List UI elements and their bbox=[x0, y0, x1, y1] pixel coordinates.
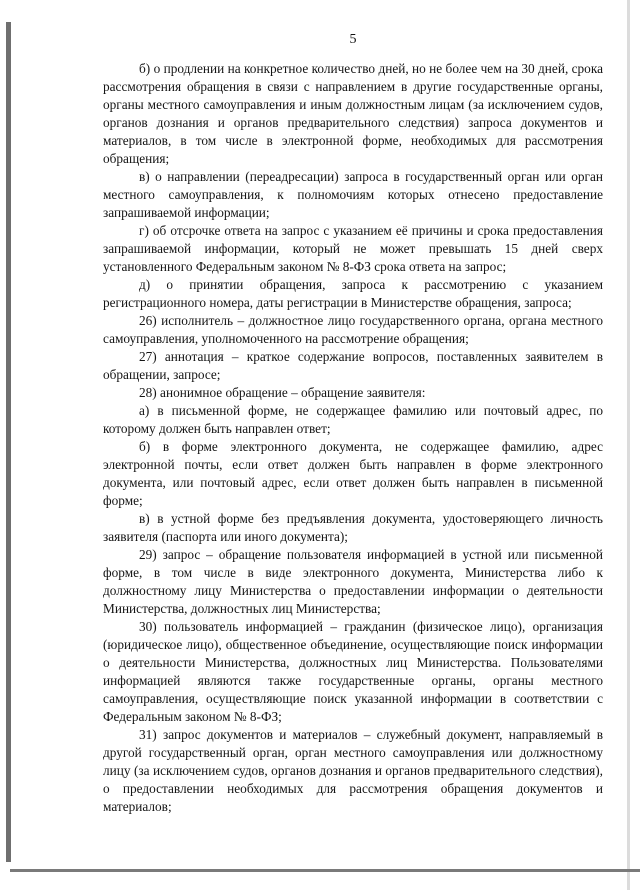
document-body bbox=[103, 60, 603, 816]
scan-edge-right bbox=[627, 0, 630, 890]
paragraph-26-executor: 26) исполнитель – должностное лицо государственного органа, органа местного самоуправления, уполномоченного на рассмотрение обращения; bbox=[103, 313, 603, 346]
paragraph-28-anonymous: 28) анонимное обращение – обращение заявителя: bbox=[139, 385, 426, 400]
document-page bbox=[103, 32, 603, 816]
paragraph-29-request: 29) запрос – обращение пользователя информацией в устной или письменной форме, в том числе в виде электронного документа, Министерства либо к должностному лицу Министерства о предоставлении информации о деятельности Министерства, должностных лиц Министерства; bbox=[103, 547, 603, 616]
paragraph-v-redirection: в) о направлении (переадресации) запроса в государственный орган или орган местного самоуправления, к полномочиям которых отнесено предоставление запрашиваемой информации; bbox=[103, 169, 603, 220]
paragraph-28a-written: а) в письменной форме, не содержащее фамилию или почтовый адрес, по которому должен быть направлен ответ; bbox=[103, 403, 603, 436]
paragraph-b-extension: б) о продлении на конкретное количество дней, но не более чем на 30 дней, срока рассмотрения обращения в связи с направлением в другие государственные органы, органы местного самоуправления и иным должностным лицам (за исключением судов, органов дознания и органов предварительного следствия) запроса документов и материалов, в том числе в электронной форме, необходимых для рассмотрения обращения; bbox=[103, 61, 603, 166]
paragraph-28b-electronic: б) в форме электронного документа, не содержащее фамилию, адрес электронной почты, если ответ должен быть направлен в форме электронного документа, или почтовый адрес, если ответ должен быть направлен в письменной форме; bbox=[103, 439, 603, 508]
page-number: 5 bbox=[349, 32, 357, 47]
scan-edge-left bbox=[6, 22, 11, 862]
paragraph-28v-oral: в) в устной форме без предъявления документа, удостоверяющего личность заявителя (паспорта или иного документа); bbox=[103, 511, 603, 544]
scan-edge-bottom bbox=[10, 869, 640, 872]
paragraph-27-annotation: 27) аннотация – краткое содержание вопросов, поставленных заявителем в обращении, запросе; bbox=[103, 349, 603, 382]
paragraph-g-deferral: г) об отсрочке ответа на запрос с указанием её причины и срока предоставления запрашиваемой информации, который не может превышать 15 дней сверх установленного Федеральным законом № 8-ФЗ срока ответа на запрос; bbox=[103, 223, 603, 274]
paragraph-31-documents-request: 31) запрос документов и материалов – служебный документ, направляемый в другой государственный орган, орган местного самоуправления или должностному лицу (за исключением судов, органов дознания и органов предварительного следствия), о предоставлении необходимых для рассмотрения обращения документов и материалов; bbox=[103, 727, 603, 814]
paragraph-30-user: 30) пользователь информацией – гражданин (физическое лицо), организация (юридическое лицо), общественное объединение, осуществляющие поиск информации о деятельности Министерства, должностных лиц Министерства. Пользователями информацией являются также государственные органы, органы местного самоуправления, осуществляющие поиск указанной информации в соответствии с Федеральным законом № 8-ФЗ; bbox=[103, 619, 603, 724]
paragraph-d-acceptance: д) о принятии обращения, запроса к рассмотрению с указанием регистрационного номера, даты регистрации в Министерстве обращения, запроса; bbox=[103, 277, 603, 310]
